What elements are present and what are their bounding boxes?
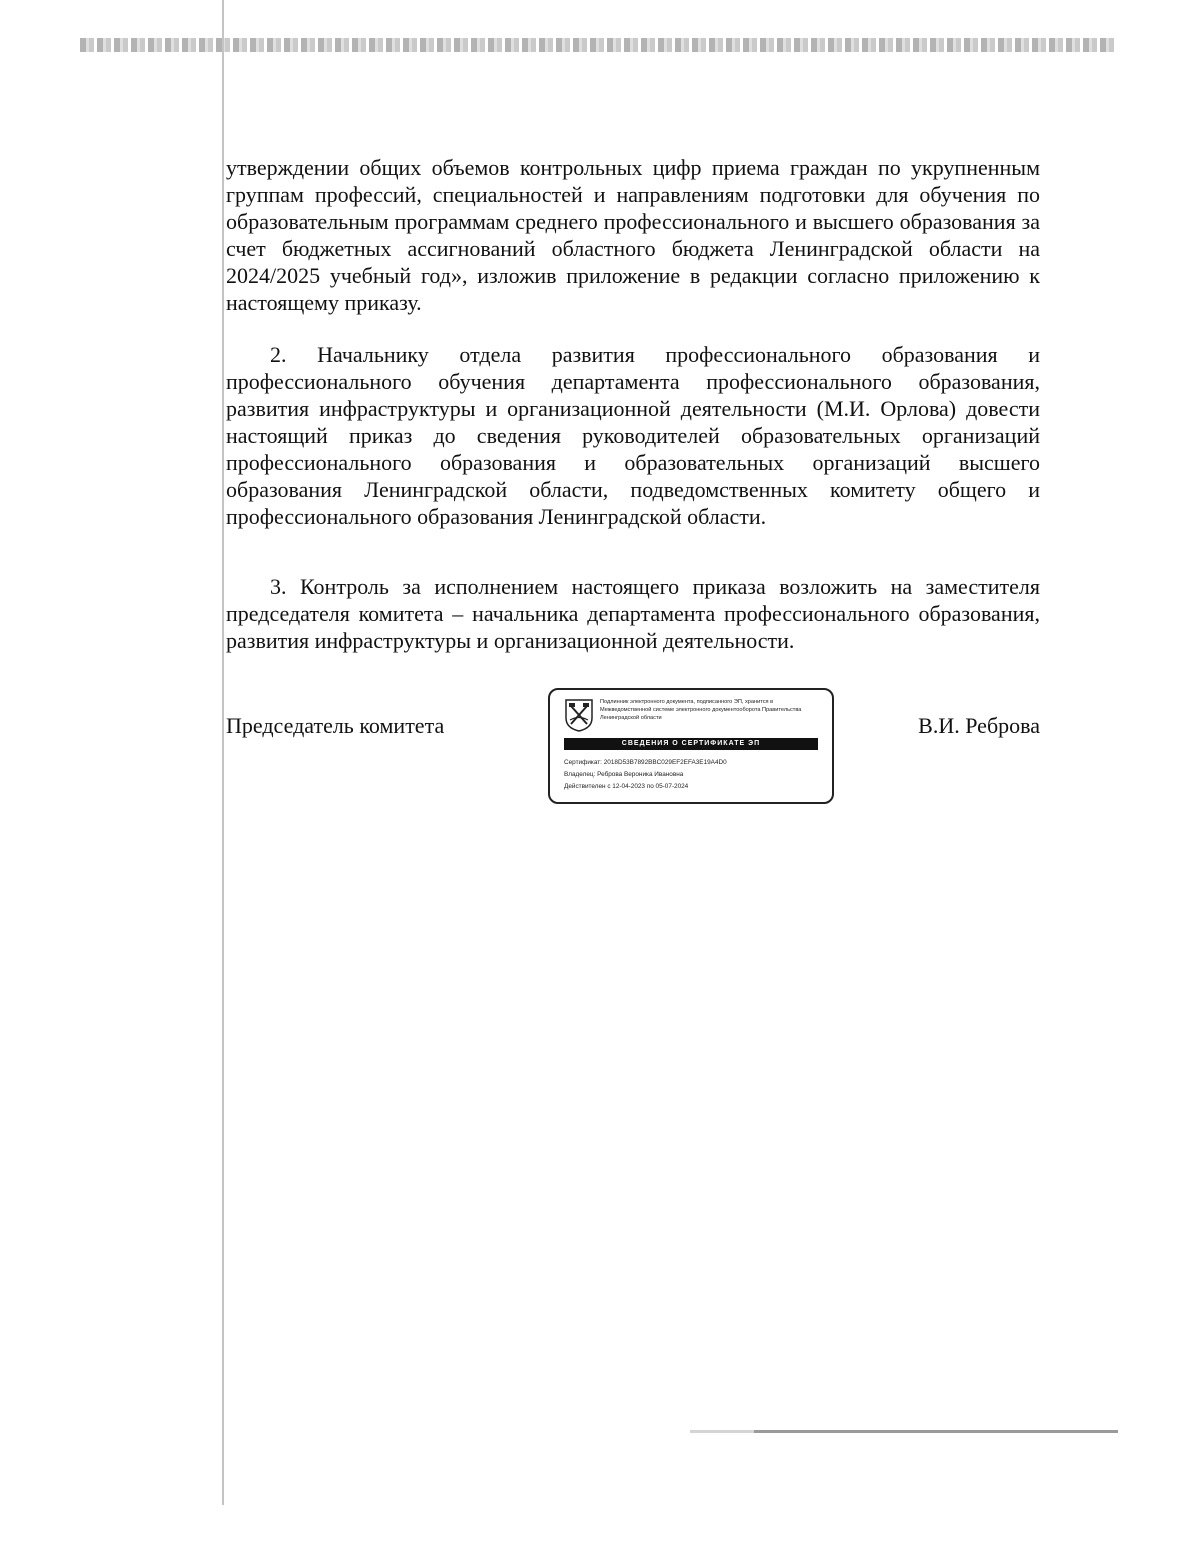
signer-title: Председатель комитета	[226, 713, 445, 738]
coat-of-arms-icon	[564, 698, 594, 732]
stamp-validity: Действителен с 12-04-2023 по 05-07-2024	[564, 783, 689, 790]
scan-artifact-left	[222, 0, 224, 1505]
paragraph-item-2: 2. Начальнику отдела развития профессионального образования и профессионального обучения департамента профессионального образования, развития инфраструктуры и организационной деятельности (М.И. Орлова) довести настоящий приказ до сведения руководителей образовательных организаций профессионального образования и образовательных организаций высшего образования Ленинградской области, подведомственных комитету общего и профессионального образования Ленинградской области.	[226, 342, 1040, 529]
signer-name: В.И. Реброва	[918, 713, 1040, 738]
stamp-owner: Владелец: Реброва Вероника Ивановна	[564, 771, 684, 778]
electronic-signature-stamp	[548, 688, 834, 804]
scan-artifact-top	[80, 38, 1115, 52]
stamp-certificate-number: Сертификат: 2018D53B7892BBC029EF2EFA3E19A4D0	[564, 759, 727, 766]
stamp-header-text: Подлинник электронного документа, подписанного ЭП, хранится в Межведомственной системе электронного документооборота Правительства Ленинградской области	[600, 699, 802, 721]
stamp-certificate-band: СВЕДЕНИЯ О СЕРТИФИКАТЕ ЭП	[564, 738, 818, 750]
paragraph-continuation: утверждении общих объемов контрольных цифр приема граждан по укрупненным группам профессий, специальностей и направлениям подготовки для обучения по образовательным программам среднего профессионального и высшего образования за счет бюджетных ассигнований областного бюджета Ленинградской области на 2024/2025 учебный год», изложив приложение в редакции согласно приложению к настоящему приказу.	[226, 155, 1040, 315]
paragraph-item-3: 3. Контроль за исполнением настоящего приказа возложить на заместителя председателя комитета – начальника департамента профессионального образования, развития инфраструктуры и организационной деятельности.	[226, 574, 1040, 653]
scan-artifact-bottom	[690, 1430, 1118, 1433]
